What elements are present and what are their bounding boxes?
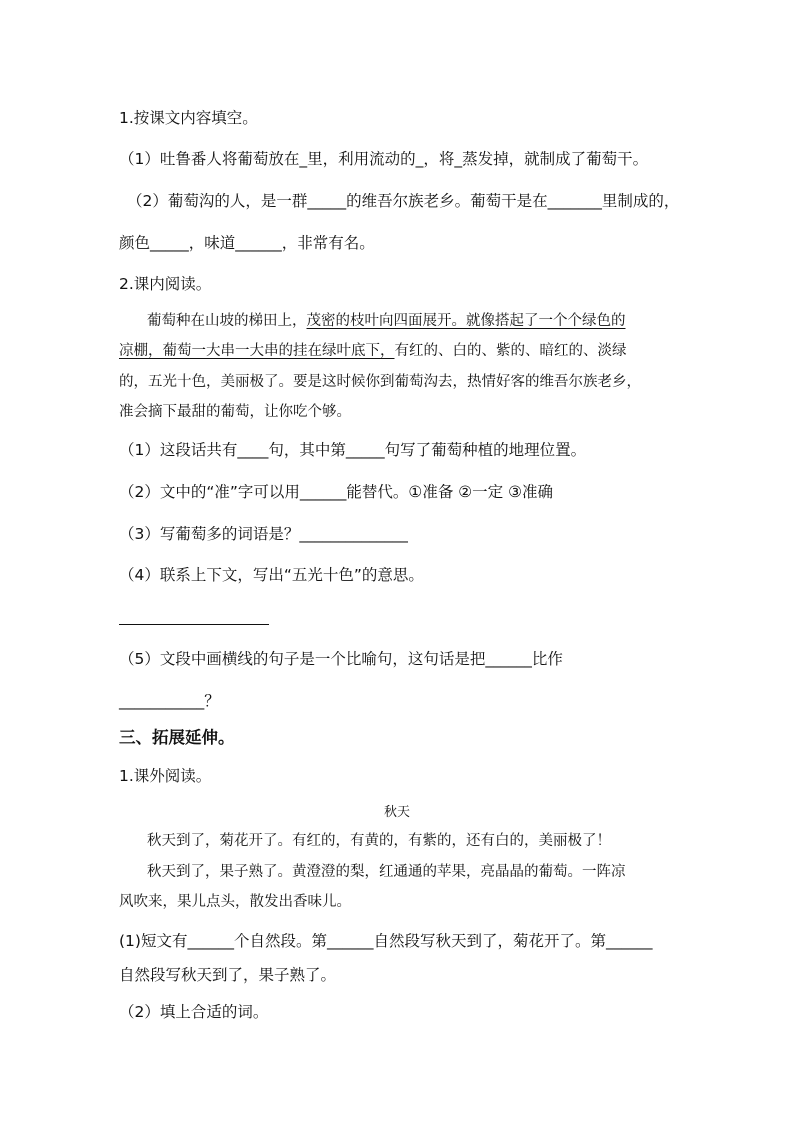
story-paragraph-1: 秋天到了，菊花开了。有红的，有黄的，有紫的，还有白的，美丽极了！ bbox=[147, 833, 611, 849]
story-title: 秋天 bbox=[383, 805, 410, 820]
section-3-item-1-line-2: 自然段写秋天到了，果子熟了。 bbox=[119, 966, 337, 984]
question-1-item-1: （1）吐鲁番人将葡萄放在_里，利用流动的_，将_蒸发掉，就制成了葡萄干。 bbox=[119, 150, 649, 168]
question-2-item-5-line-2: ___________？ bbox=[119, 692, 220, 710]
question-1-title: 1.按课文内容填空。 bbox=[119, 109, 258, 127]
answer-line bbox=[119, 624, 269, 625]
question-2-item-3: （3）写葡萄多的词语是？______________ bbox=[119, 525, 408, 543]
question-2-item-1: （1）这段话共有____句，其中第_____句写了葡萄种植的地理位置。 bbox=[119, 441, 587, 459]
section-3-item-2: （2）填上合适的词。 bbox=[119, 1003, 269, 1021]
passage-line-4: 准会摘下最甜的葡萄，让你吃个够。 bbox=[119, 404, 351, 420]
passage-plain-text: 葡萄种在山坡的梯田上， bbox=[147, 313, 307, 329]
passage-underlined-text: 凉棚，葡萄一大串一大串的挂在绿叶底下， bbox=[119, 343, 395, 359]
question-1-item-2-line-2: 颜色_____，味道______，非常有名。 bbox=[119, 234, 375, 252]
passage-line-3: 的，五光十色，美丽极了。要是这时候你到葡萄沟去，热情好客的维吾尔族老乡， bbox=[119, 374, 641, 390]
question-2-item-5-line-1: （5）文段中画横线的句子是一个比喻句，这句话是把______比作 bbox=[119, 650, 563, 668]
question-2-title: 2.课内阅读。 bbox=[119, 275, 212, 293]
section-3-item-1-line-1: (1)短文有______个自然段。第______自然段写秋天到了，菊花开了。第______ bbox=[119, 932, 653, 950]
passage-line-2 bbox=[119, 340, 627, 362]
section-3-question-1-title: 1.课外阅读。 bbox=[119, 767, 212, 785]
story-paragraph-2-line-1: 秋天到了，果子熟了。黄澄澄的梨，红通通的苹果，亮晶晶的葡萄。一阵凉 bbox=[147, 864, 626, 880]
passage-underlined-text: 茂密的枝叶向四面展开。就像搭起了一个个绿色的 bbox=[306, 313, 626, 329]
question-2-item-2: （2）文中的“准”字可以用______能替代。①准备 ②一定 ③准确 bbox=[119, 483, 553, 501]
question-1-item-2-line-1: （2）葡萄沟的人，是一群_____的维吾尔族老乡。葡萄干是在_______里制成的， bbox=[127, 192, 680, 210]
passage-plain-text: 有红的、白的、紫的、暗红的、淡绿 bbox=[394, 343, 627, 359]
question-2-item-4: （4）联系上下文，写出“五光十色”的意思。 bbox=[119, 566, 424, 584]
story-paragraph-2-line-2: 风吹来，果儿点头，散发出香味儿。 bbox=[119, 894, 351, 910]
passage-line-1 bbox=[147, 310, 626, 332]
section-heading: 三、拓展延伸。 bbox=[119, 728, 235, 747]
